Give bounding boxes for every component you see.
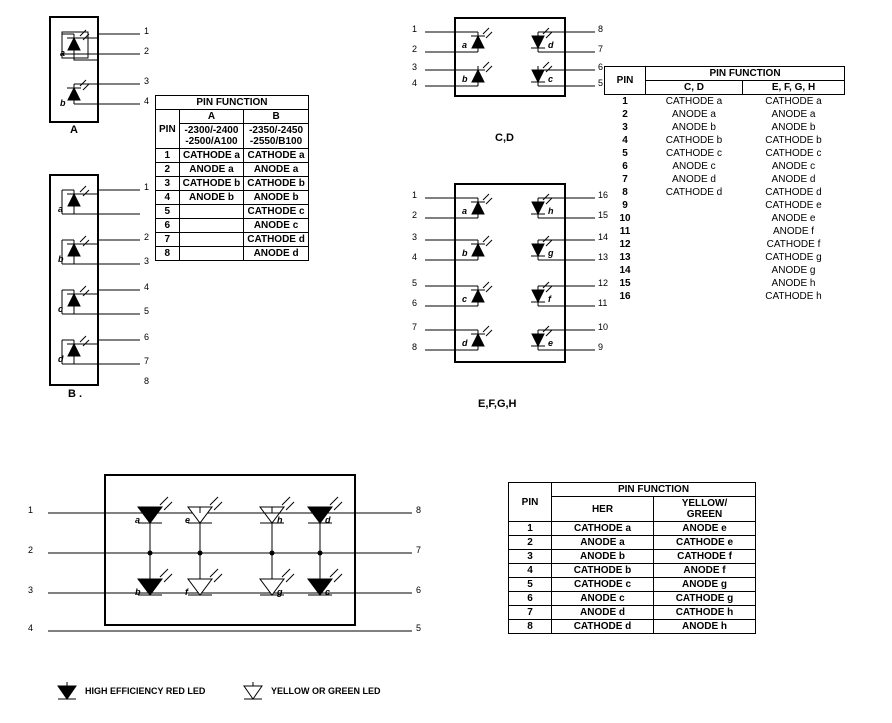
cell-cd: ANODE d bbox=[672, 174, 716, 185]
table-ab-col-b-sub2: -2550/B100 bbox=[244, 136, 309, 149]
diode-label-d: d bbox=[325, 515, 331, 525]
cell-a: ANODE a bbox=[179, 163, 244, 177]
cell-pin: 5 bbox=[156, 205, 180, 219]
package-a-diagram bbox=[40, 12, 170, 137]
table-her-title: PIN FUNCTION bbox=[552, 483, 756, 497]
cell-a: CATHODE b bbox=[179, 177, 244, 191]
cell-efgh: CATHODE g bbox=[765, 252, 822, 263]
diode-label-a: a bbox=[462, 206, 468, 216]
pin-number: 13 bbox=[598, 252, 609, 262]
legend bbox=[55, 680, 455, 710]
table-her-col1-title: HER bbox=[552, 497, 654, 522]
cell-her: ANODE b bbox=[552, 550, 654, 564]
cell-b: CATHODE b bbox=[244, 177, 309, 191]
diode-label-d: d bbox=[548, 40, 554, 50]
cell-cd bbox=[646, 199, 743, 212]
table-cdefgh-col2-title: E, F, G, H bbox=[743, 81, 845, 95]
cell-b: ANODE d bbox=[244, 247, 309, 261]
cell-efgh: CATHODE d bbox=[765, 187, 822, 198]
pin-number: 1 bbox=[144, 182, 150, 192]
cell-pin: 7 bbox=[509, 606, 552, 620]
cell-pin: 12 bbox=[619, 239, 631, 250]
package-bottom-diagram bbox=[20, 465, 440, 695]
diode-label-g: g bbox=[277, 587, 283, 597]
cell-pin: 13 bbox=[619, 252, 631, 263]
cell-pin: 4 bbox=[622, 135, 628, 146]
pin-function-table-cdefgh bbox=[604, 66, 845, 303]
cell-pin: 4 bbox=[156, 191, 180, 205]
diode-label-d: d bbox=[58, 354, 64, 364]
diode-label-g: g bbox=[548, 248, 554, 258]
table-row bbox=[605, 264, 845, 277]
cell-pin: 6 bbox=[622, 161, 628, 172]
table-row bbox=[156, 205, 309, 219]
table-ab-pin-header: PIN bbox=[159, 123, 176, 135]
cell-efgh: ANODE f bbox=[772, 226, 815, 237]
cell-efgh: CATHODE h bbox=[765, 291, 822, 302]
cell-pin: 6 bbox=[509, 592, 552, 606]
pin-number: 5 bbox=[416, 623, 422, 633]
cell-her: ANODE d bbox=[552, 606, 654, 620]
pin-number: 1 bbox=[144, 26, 150, 36]
table-row bbox=[509, 578, 756, 592]
cell-yg: CATHODE e bbox=[654, 536, 756, 550]
table-row bbox=[509, 564, 756, 578]
diode-label-b: b bbox=[462, 248, 468, 258]
cell-pin: 8 bbox=[156, 247, 180, 261]
table-row bbox=[156, 219, 309, 233]
cell-efgh: ANODE d bbox=[771, 174, 816, 185]
table-cdefgh-pin-header: PIN bbox=[616, 75, 634, 86]
table-cdefgh-title: PIN FUNCTION bbox=[646, 67, 845, 81]
cell-her: CATHODE c bbox=[552, 578, 654, 592]
cell-efgh: ANODE c bbox=[771, 161, 816, 172]
cell-cd: ANODE a bbox=[672, 109, 716, 120]
table-row bbox=[605, 251, 845, 264]
pin-number: 3 bbox=[412, 62, 418, 72]
cell-b: ANODE b bbox=[244, 191, 309, 205]
table-row bbox=[605, 212, 845, 225]
pin-number: 12 bbox=[598, 278, 609, 288]
legend-item-her: HIGH EFFICIENCY RED LED bbox=[85, 686, 206, 696]
cell-cd: ANODE b bbox=[672, 122, 716, 133]
cell-her: CATHODE a bbox=[552, 522, 654, 536]
table-row bbox=[605, 173, 845, 186]
diode-label-b: b bbox=[462, 74, 468, 84]
diode-label-d: d bbox=[462, 338, 468, 348]
pin-number: 7 bbox=[598, 44, 604, 54]
cell-cd bbox=[646, 251, 743, 264]
cell-efgh: ANODE h bbox=[771, 278, 816, 289]
cell-efgh: ANODE g bbox=[771, 265, 816, 276]
cell-a bbox=[179, 219, 244, 233]
diode-label-a: a bbox=[135, 515, 141, 525]
cell-pin: 14 bbox=[619, 265, 631, 276]
pin-number: 8 bbox=[598, 24, 604, 34]
cell-cd: CATHODE b bbox=[665, 135, 723, 146]
cell-efgh: CATHODE f bbox=[766, 239, 821, 250]
pin-function-table-ab bbox=[155, 95, 309, 261]
table-row bbox=[605, 199, 845, 212]
table-her-pin-header: PIN bbox=[521, 496, 539, 508]
table-her-col2-title-line1: YELLOW/ bbox=[681, 498, 728, 509]
cell-her: CATHODE d bbox=[552, 620, 654, 634]
pin-number: 11 bbox=[598, 298, 608, 308]
cell-pin: 6 bbox=[156, 219, 180, 233]
table-row bbox=[605, 95, 845, 109]
yellow-green-led-icon bbox=[241, 682, 265, 700]
cell-a bbox=[179, 247, 244, 261]
table-row bbox=[509, 550, 756, 564]
table-row bbox=[605, 238, 845, 251]
table-row bbox=[605, 225, 845, 238]
package-cd-caption: C,D bbox=[495, 132, 514, 144]
package-efgh-caption: E,F,G,H bbox=[478, 398, 517, 410]
package-efgh-diagram bbox=[412, 178, 609, 413]
cell-pin: 5 bbox=[622, 148, 628, 159]
diode-label-c: c bbox=[58, 304, 64, 314]
pin-number: 4 bbox=[144, 282, 150, 292]
cell-pin: 3 bbox=[509, 550, 552, 564]
cell-efgh: ANODE a bbox=[771, 109, 816, 120]
pin-number: 3 bbox=[144, 256, 150, 266]
diode-label-c: c bbox=[462, 294, 468, 304]
cell-yg: ANODE e bbox=[654, 522, 756, 536]
package-a-caption: A bbox=[70, 124, 78, 136]
table-row bbox=[156, 191, 309, 205]
cell-pin: 10 bbox=[619, 213, 631, 224]
cell-efgh: CATHODE e bbox=[765, 200, 822, 211]
pin-number: 3 bbox=[412, 232, 418, 242]
cell-pin: 2 bbox=[509, 536, 552, 550]
table-ab-col-b-title: B bbox=[244, 110, 309, 124]
cell-cd bbox=[646, 264, 743, 277]
pin-number: 6 bbox=[412, 298, 418, 308]
pin-number: 4 bbox=[412, 252, 418, 262]
cell-her: CATHODE b bbox=[552, 564, 654, 578]
table-row bbox=[605, 290, 845, 303]
table-cdefgh-col1-title: C, D bbox=[646, 81, 743, 95]
table-ab-col-a-sub1: -2300/-2400 bbox=[179, 124, 244, 137]
package-cd-diagram bbox=[412, 12, 604, 147]
diode-label-c: c bbox=[548, 74, 554, 84]
cell-pin: 11 bbox=[619, 226, 631, 237]
pin-number: 1 bbox=[412, 190, 418, 200]
pin-number: 16 bbox=[598, 190, 609, 200]
diode-label-f: f bbox=[548, 294, 551, 304]
table-ab-col-b-sub1: -2350/-2450 bbox=[244, 124, 309, 137]
cell-cd bbox=[646, 238, 743, 251]
table-row bbox=[509, 592, 756, 606]
pin-number: 7 bbox=[144, 356, 150, 366]
table-row bbox=[605, 108, 845, 121]
cell-b: ANODE a bbox=[244, 163, 309, 177]
table-ab-col-a-sub2: -2500/A100 bbox=[179, 136, 244, 149]
pin-number: 1 bbox=[412, 24, 418, 34]
cell-efgh: ANODE e bbox=[771, 213, 816, 224]
diode-label-b: b bbox=[58, 254, 64, 264]
cell-pin: 2 bbox=[622, 109, 628, 120]
diode-label-h: h bbox=[548, 206, 554, 216]
pin-number: 9 bbox=[598, 342, 604, 352]
pin-number: 6 bbox=[144, 332, 150, 342]
table-ab-title: PIN FUNCTION bbox=[156, 96, 309, 110]
cell-pin: 8 bbox=[622, 187, 628, 198]
cell-cd: CATHODE d bbox=[665, 187, 723, 198]
pin-number: 6 bbox=[416, 585, 422, 595]
cell-efgh: CATHODE c bbox=[765, 148, 822, 159]
cell-cd bbox=[646, 212, 743, 225]
cell-cd: CATHODE a bbox=[665, 96, 723, 107]
diode-label-c: c bbox=[325, 587, 331, 597]
cell-pin: 15 bbox=[619, 278, 631, 289]
pin-number: 6 bbox=[598, 62, 604, 72]
cell-cd bbox=[646, 277, 743, 290]
cell-a bbox=[179, 233, 244, 247]
cell-b: CATHODE c bbox=[244, 205, 309, 219]
table-row bbox=[509, 606, 756, 620]
cell-pin: 9 bbox=[622, 200, 628, 211]
cell-pin: 7 bbox=[622, 174, 628, 185]
cell-efgh: CATHODE a bbox=[765, 96, 822, 107]
pin-number: 1 bbox=[28, 505, 34, 515]
cell-yg: CATHODE h bbox=[654, 606, 756, 620]
cell-b: CATHODE a bbox=[244, 149, 309, 163]
table-her-col2-title-line2: GREEN bbox=[686, 509, 723, 520]
pin-number: 8 bbox=[416, 505, 422, 515]
pin-number: 2 bbox=[144, 46, 150, 56]
table-row bbox=[156, 149, 309, 163]
cell-cd: CATHODE c bbox=[666, 148, 722, 159]
pin-number: 5 bbox=[144, 306, 150, 316]
cell-pin: 4 bbox=[509, 564, 552, 578]
pin-number: 2 bbox=[412, 210, 418, 220]
cell-pin: 7 bbox=[156, 233, 180, 247]
table-row bbox=[605, 121, 845, 134]
cell-b: CATHODE d bbox=[244, 233, 309, 247]
pin-number: 5 bbox=[598, 78, 604, 88]
pin-number: 8 bbox=[412, 342, 418, 352]
pin-number: 3 bbox=[144, 76, 150, 86]
pin-number: 3 bbox=[28, 585, 34, 595]
cell-pin: 3 bbox=[622, 122, 628, 133]
package-b-caption: B . bbox=[68, 388, 83, 400]
cell-yg: ANODE h bbox=[654, 620, 756, 634]
pin-number: 7 bbox=[416, 545, 422, 555]
table-row bbox=[156, 177, 309, 191]
table-ab-col-a-title: A bbox=[179, 110, 244, 124]
cell-efgh: ANODE b bbox=[771, 122, 816, 133]
legend-item-yellow-green: YELLOW OR GREEN LED bbox=[271, 686, 381, 696]
cell-pin: 8 bbox=[509, 620, 552, 634]
table-row bbox=[605, 147, 845, 160]
package-b-diagram bbox=[40, 170, 170, 410]
cell-pin: 3 bbox=[156, 177, 180, 191]
cell-her: ANODE a bbox=[552, 536, 654, 550]
diode-label-b: b bbox=[60, 98, 66, 108]
cell-yg: ANODE f bbox=[654, 564, 756, 578]
cell-cd: ANODE c bbox=[672, 161, 716, 172]
cell-b: ANODE c bbox=[244, 219, 309, 233]
table-row bbox=[605, 160, 845, 173]
diode-label-e: e bbox=[548, 338, 554, 348]
diode-label-e: e bbox=[185, 515, 191, 525]
cell-yg: CATHODE g bbox=[654, 592, 756, 606]
pin-number: 14 bbox=[598, 232, 609, 242]
diode-label-f: f bbox=[185, 587, 188, 597]
diode-label-a: a bbox=[58, 204, 64, 214]
cell-a: ANODE b bbox=[179, 191, 244, 205]
pin-number: 2 bbox=[28, 545, 34, 555]
cell-efgh: CATHODE b bbox=[765, 135, 822, 146]
cell-pin: 1 bbox=[622, 96, 628, 107]
pin-number: 8 bbox=[144, 376, 150, 386]
cell-pin: 2 bbox=[156, 163, 180, 177]
table-row bbox=[156, 247, 309, 261]
cell-a bbox=[179, 205, 244, 219]
diode-label-b: b bbox=[135, 587, 141, 597]
cell-cd bbox=[646, 225, 743, 238]
table-row bbox=[605, 277, 845, 290]
pin-number: 2 bbox=[144, 232, 150, 242]
cell-a: CATHODE a bbox=[179, 149, 244, 163]
cell-pin: 1 bbox=[156, 149, 180, 163]
cell-her: ANODE c bbox=[552, 592, 654, 606]
table-row bbox=[509, 522, 756, 536]
cell-pin: 5 bbox=[509, 578, 552, 592]
cell-pin: 1 bbox=[509, 522, 552, 536]
pin-number: 5 bbox=[412, 278, 418, 288]
pin-number: 10 bbox=[598, 322, 609, 332]
table-row bbox=[509, 536, 756, 550]
pin-number: 7 bbox=[412, 322, 418, 332]
pin-number: 4 bbox=[28, 623, 34, 633]
table-row bbox=[605, 186, 845, 199]
pin-number: 4 bbox=[412, 78, 418, 88]
her-led-icon bbox=[55, 682, 79, 700]
diode-label-a: a bbox=[60, 48, 66, 58]
pin-number: 15 bbox=[598, 210, 609, 220]
table-row bbox=[605, 134, 845, 147]
cell-pin: 16 bbox=[619, 291, 631, 302]
diode-label-a: a bbox=[462, 40, 468, 50]
pin-number: 4 bbox=[144, 96, 150, 106]
cell-cd bbox=[646, 290, 743, 303]
table-row bbox=[509, 620, 756, 634]
cell-yg: CATHODE f bbox=[654, 550, 756, 564]
table-row bbox=[156, 163, 309, 177]
pin-function-table-her bbox=[508, 482, 756, 634]
diode-label-h: h bbox=[277, 515, 283, 525]
table-row bbox=[156, 233, 309, 247]
cell-yg: ANODE g bbox=[654, 578, 756, 592]
pin-number: 2 bbox=[412, 44, 418, 54]
